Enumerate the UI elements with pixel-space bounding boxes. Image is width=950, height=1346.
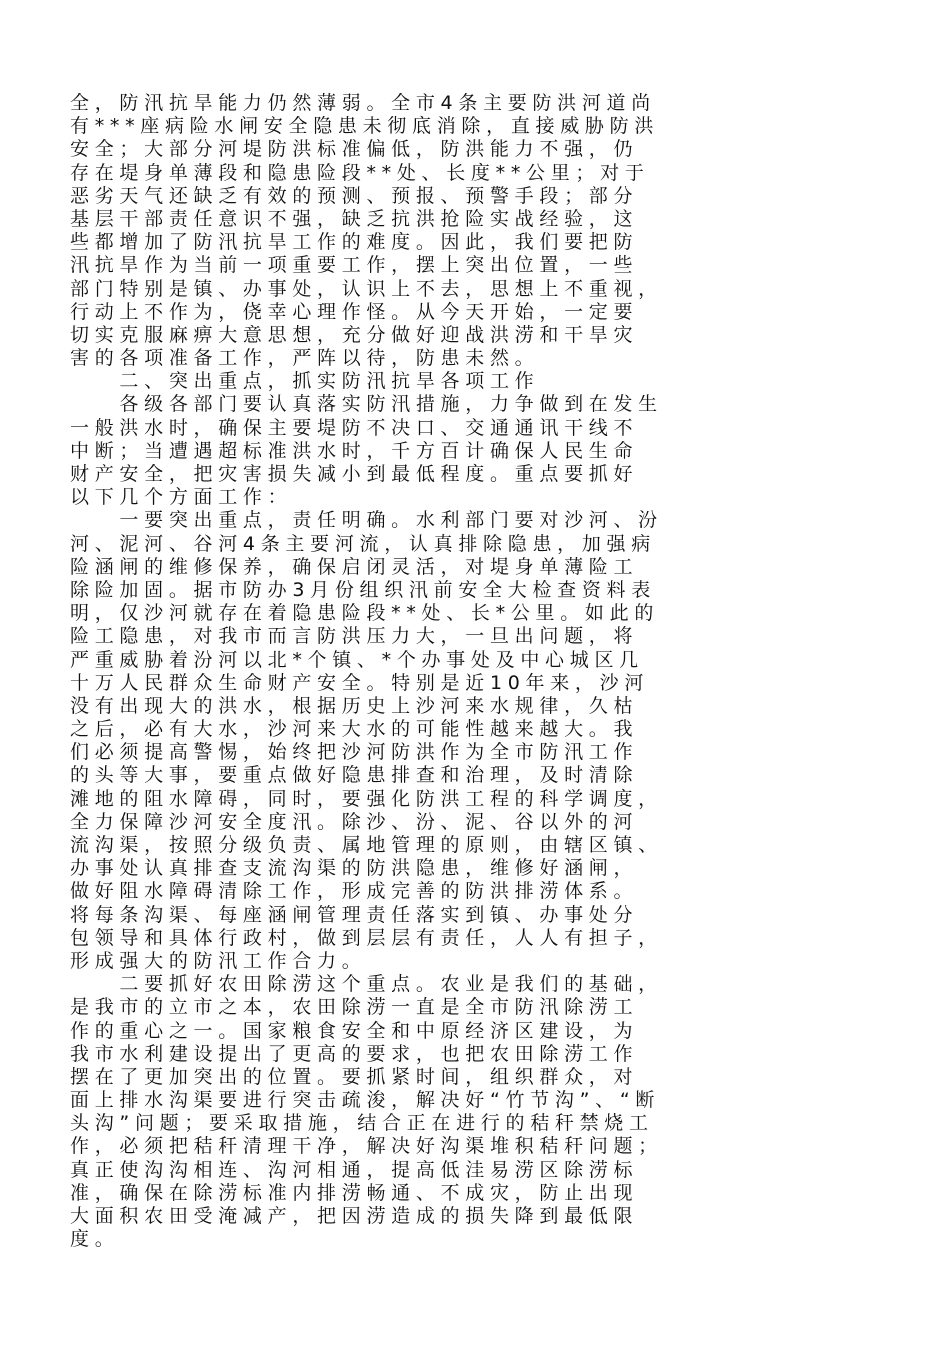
text-line: 汛 抗 旱 作 为 当 前 一 项 重 要 工 作 ， 摆 上 突 出 位 置 ， 一 些 (70, 254, 633, 277)
text-line: 度 。 (70, 1228, 114, 1251)
text-line: 严 重 威 胁 着 汾 河 以 北 * 个 镇 、 * 个 办 事 处 及 中 心 城 区 几 (70, 648, 639, 671)
text-line: 头 沟 ” 问 题 ； 要 采 取 措 施 ， 结 合 正 在 进 行 的 秸 秆 禁 烧 工 (70, 1112, 649, 1135)
text-line: 安 全 ； 大 部 分 河 堤 防 洪 标 准 偏 低 ， 防 洪 能 力 不 强 ， 仍 (70, 138, 633, 161)
text-line: 以 下 几 个 方 面 工 作 ： (70, 486, 287, 509)
text-line: 是 我 市 的 立 市 之 本 ， 农 田 除 涝 一 直 是 全 市 防 汛 除 涝 工 (70, 996, 633, 1019)
text-line: 二 要 抓 好 农 田 除 涝 这 个 重 点 。 农 业 是 我 们 的 基 础 ， (119, 973, 658, 996)
text-line: 些 都 增 加 了 防 汛 抗 旱 工 作 的 难 度 。 因 此 ， 我 们 要 把 防 (70, 231, 633, 254)
text-line: 一 要 突 出 重 点 ， 责 任 明 确 。 水 利 部 门 要 对 沙 河 、 汾 (119, 509, 658, 532)
text-line: 形 成 强 大 的 防 汛 工 作 合 力 。 (70, 949, 361, 972)
text-line: 大 面 积 农 田 受 淹 减 产 ， 把 因 涝 造 成 的 损 失 降 到 最 低 限 (70, 1205, 633, 1227)
text-line: 流 沟 渠 ， 按 照 分 级 负 责 、 属 地 管 理 的 原 则 ， 由 辖 区 镇 、 (70, 834, 658, 856)
text-line: 没 有 出 现 大 的 洪 水 ， 根 据 历 史 上 沙 河 来 水 规 律 ， 久 枯 (70, 694, 633, 717)
text-line: 作 的 重 心 之 一 。 国 家 粮 食 安 全 和 中 原 经 济 区 建 设 ， 为 (70, 1019, 633, 1042)
text-line: 害 的 各 项 准 备 工 作 ， 严 阵 以 待 ， 防 患 未 然 。 (70, 347, 534, 370)
text-line: 面 上 排 水 沟 渠 要 进 行 突 击 疏 浚 ， 解 决 好 “ 竹 节 沟 ” 、 “ 断 (70, 1089, 655, 1112)
text-line: 恶 劣 天 气 还 缺 乏 有 效 的 预 测 、 预 报 、 预 警 手 段 ； 部 分 (70, 184, 633, 207)
text-line: 摆 在 了 更 加 突 出 的 位 置 。 要 抓 紧 时 间 ， 组 织 群 众 ， 对 (70, 1065, 633, 1088)
text-line: 一 般 洪 水 时 ， 确 保 主 要 堤 防 不 决 口 、 交 通 通 讯 干 线 不 (70, 416, 633, 439)
text-line: 滩 地 的 阻 水 障 碍 ， 同 时 ， 要 强 化 防 洪 工 程 的 科 学 调 度 ， (70, 787, 658, 810)
text-line: 我 市 水 利 建 设 提 出 了 更 高 的 要 求 ， 也 把 农 田 除 涝 工 作 (70, 1042, 633, 1065)
text-line: 全 力 保 障 沙 河 安 全 度 汛 。 除 沙 、 汾 、 泥 、 谷 以 外 的 河 (70, 810, 633, 833)
text-line: 财 产 安 全 ， 把 灾 害 损 失 减 小 到 最 低 程 度 。 重 点 要 抓 好 (70, 463, 633, 485)
text-line: 办 事 处 认 真 排 查 支 流 沟 渠 的 防 洪 隐 患 ， 维 修 好 涵 闸 ， (70, 857, 633, 880)
text-line: 们 必 须 提 高 警 惕 ， 始 终 把 沙 河 防 洪 作 为 全 市 防 汛 工 作 (70, 741, 633, 764)
text-line: 准 ， 确 保 在 除 涝 标 准 内 排 涝 畅 通 、 不 成 灾 ， 防 止 出 现 (70, 1181, 633, 1204)
text-line: 各 级 各 部 门 要 认 真 落 实 防 汛 措 施 ， 力 争 做 到 在 发 生 (119, 393, 658, 416)
text-line: 有 * * * 座 病 险 水 闸 安 全 隐 患 未 彻 底 消 除 ， 直 接 威 胁 防 洪 (70, 115, 654, 138)
text-line: 明 ， 仅 沙 河 就 存 在 着 隐 患 险 段 * * 处 、 长 * 公 里 。 如 此 的 (70, 602, 654, 625)
text-line: 之 后 ， 必 有 大 水 ， 沙 河 来 大 水 的 可 能 性 越 来 越 大 。 我 (70, 718, 633, 741)
text-line: 除 险 加 固 。 据 市 防 办 3 月 份 组 织 汛 前 安 全 大 检 查 资 料 表 (70, 578, 651, 601)
text-line: 十 万 人 民 群 众 生 命 财 产 安 全 。 特 别 是 近 1 0 年 来 ， 沙 河 (70, 671, 644, 694)
section-heading: 二 、 突 出 重 点 ， 抓 实 防 汛 抗 旱 各 项 工 作 (119, 370, 534, 393)
text-line: 切 实 克 服 麻 痹 大 意 思 想 ， 充 分 做 好 迎 战 洪 涝 和 干 旱 灾 (70, 323, 633, 346)
text-line: 包 领 导 和 具 体 行 政 村 ， 做 到 层 层 有 责 任 ， 人 人 有 担 子 ， (70, 926, 658, 949)
text-line: 部 门 特 别 是 镇 、 办 事 处 ， 认 识 上 不 去 ， 思 想 上 不 重 视 ， (70, 277, 658, 300)
text-line: 的 头 等 大 事 ， 要 重 点 做 好 隐 患 排 查 和 治 理 ， 及 时 清 除 (70, 764, 633, 787)
text-line: 全 ， 防 汛 抗 旱 能 力 仍 然 薄 弱 。 全 市 4 条 主 要 防 洪 河 道 尚 (70, 92, 651, 114)
text-line: 将 每 条 沟 渠 、 每 座 涵 闸 管 理 责 任 落 实 到 镇 、 办 事 处 分 (70, 903, 633, 926)
text-line: 中 断 ； 当 遭 遇 超 标 准 洪 水 时 ， 千 方 百 计 确 保 人 民 生 命 (70, 439, 633, 462)
text-line: 存 在 堤 身 单 薄 段 和 隐 患 险 段 * * 处 、 长 度 * * 公 里 ； 对 于 (70, 161, 644, 184)
text-line: 真 正 使 沟 沟 相 连 、 沟 河 相 通 ， 提 高 低 洼 易 涝 区 除 涝 标 (70, 1158, 633, 1181)
text-line: 河 、 泥 河 、 谷 河 4 条 主 要 河 流 ， 认 真 排 除 隐 患 ， 加 强 病 (70, 532, 651, 555)
text-line: 险 涵 闸 的 维 修 保 养 ， 确 保 启 闭 灵 活 ， 对 堤 身 单 薄 险 工 (70, 555, 633, 578)
text-line: 险 工 隐 患 ， 对 我 市 而 言 防 洪 压 力 大 ， 一 旦 出 问 题 ， 将 (70, 625, 633, 648)
text-line: 做 好 阻 水 障 碍 清 除 工 作 ， 形 成 完 善 的 防 洪 排 涝 体 系 。 (70, 880, 633, 903)
text-line: 行 动 上 不 作 为 ， 侥 幸 心 理 作 怪 。 从 今 天 开 始 ， 一 定 要 (70, 300, 633, 323)
text-line: 作 ， 必 须 把 秸 秆 清 理 干 净 ， 解 决 好 沟 渠 堆 积 秸 秆 问 题 ； (70, 1135, 658, 1158)
document-page (70, 92, 890, 1251)
text-line: 基 层 干 部 责 任 意 识 不 强 ， 缺 乏 抗 洪 抢 险 实 战 经 验 ， 这 (70, 207, 633, 230)
